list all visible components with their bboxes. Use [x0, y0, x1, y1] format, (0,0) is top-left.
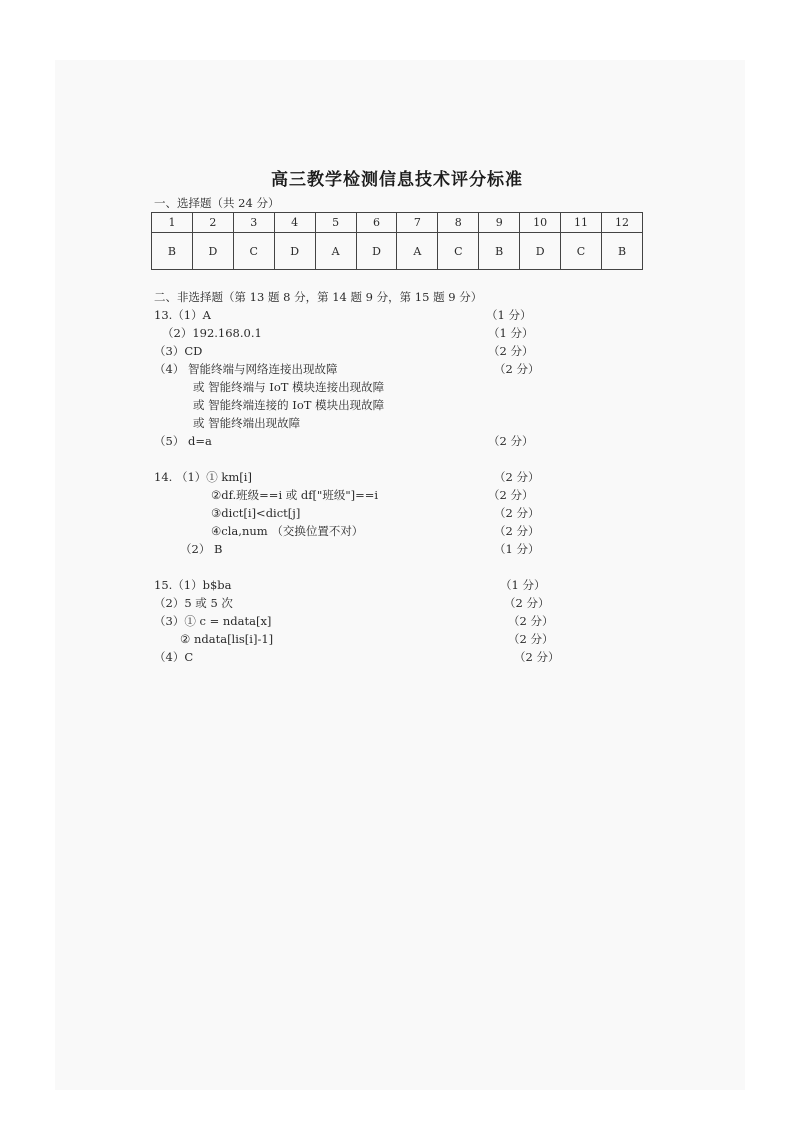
answer-cell: C	[233, 233, 274, 270]
answer-cell: D	[274, 233, 315, 270]
q15-line-3: （3）① c = ndata[x]	[154, 614, 272, 628]
q13-line-6: 或 智能终端连接的 IoT 模块出现故障	[193, 398, 385, 412]
q15-score-4: （2 分）	[508, 632, 554, 646]
q13-score-8: （2 分）	[488, 434, 534, 448]
question-number-cell: 10	[520, 213, 561, 233]
page-title: 高三教学检测信息技术评分标准	[271, 170, 523, 190]
answer-cell: D	[520, 233, 561, 270]
q13-line-8: （5） d=a	[154, 434, 212, 448]
question-number-cell: 5	[315, 213, 356, 233]
q15-score-3: （2 分）	[508, 614, 554, 628]
q13-line-5: 或 智能终端与 IoT 模块连接出现故障	[193, 380, 385, 394]
answer-cell: A	[315, 233, 356, 270]
answer-table	[151, 212, 643, 270]
question-number-row	[152, 213, 643, 233]
question-number-cell: 7	[397, 213, 438, 233]
q13-score-2: （1 分）	[488, 326, 534, 340]
question-number-cell: 6	[356, 213, 397, 233]
section2-heading: 二、非选择题（第 13 题 8 分，第 14 题 9 分，第 15 题 9 分）	[154, 290, 483, 304]
question-number-cell: 4	[274, 213, 315, 233]
q14-score-5: （1 分）	[494, 542, 540, 556]
answer-cell: D	[192, 233, 233, 270]
question-number-cell: 8	[438, 213, 479, 233]
section1-heading: 一、选择题（共 24 分）	[154, 196, 280, 210]
q14-line-1: 14. （1）① km[i]	[154, 470, 252, 484]
question-number-cell: 1	[152, 213, 193, 233]
answer-cell: A	[397, 233, 438, 270]
answer-cell: B	[152, 233, 193, 270]
q15-line-5: （4）C	[154, 650, 194, 664]
q15-line-2: （2）5 或 5 次	[154, 596, 233, 610]
answer-row	[152, 233, 643, 270]
q14-score-2: （2 分）	[488, 488, 534, 502]
q14-line-5: （2） B	[180, 542, 223, 556]
q14-line-2: ②df.班级==i 或 df["班级"]==i	[211, 488, 379, 502]
q13-score-4: （2 分）	[494, 362, 540, 376]
q15-score-2: （2 分）	[504, 596, 550, 610]
question-number-cell: 3	[233, 213, 274, 233]
question-number-cell: 11	[561, 213, 602, 233]
answer-cell: B	[479, 233, 520, 270]
answer-cell: D	[356, 233, 397, 270]
q13-line-4: （4） 智能终端与网络连接出现故障	[154, 362, 338, 376]
q15-score-1: （1 分）	[500, 578, 546, 592]
q14-line-4: ④cla,num （交换位置不对）	[211, 524, 364, 538]
question-number-cell: 9	[479, 213, 520, 233]
answer-cell: C	[438, 233, 479, 270]
q14-score-1: （2 分）	[494, 470, 540, 484]
q15-line-1: 15.（1）b$ba	[154, 578, 232, 592]
q13-line-7: 或 智能终端出现故障	[193, 416, 301, 430]
q15-score-5: （2 分）	[514, 650, 560, 664]
q13-line-2: （2）192.168.0.1	[162, 326, 262, 340]
q13-line-1: 13.（1）A	[154, 308, 211, 322]
question-number-cell: 2	[192, 213, 233, 233]
q14-score-3: （2 分）	[494, 506, 540, 520]
q14-score-4: （2 分）	[494, 524, 540, 538]
answer-cell: C	[561, 233, 602, 270]
q15-line-4: ② ndata[lis[i]-1]	[180, 632, 274, 646]
question-number-cell: 12	[601, 213, 642, 233]
q13-score-1: （1 分）	[486, 308, 532, 322]
q13-score-3: （2 分）	[488, 344, 534, 358]
q13-line-3: （3）CD	[154, 344, 203, 358]
answer-cell: B	[601, 233, 642, 270]
q14-line-3: ③dict[i]<dict[j]	[211, 506, 301, 520]
